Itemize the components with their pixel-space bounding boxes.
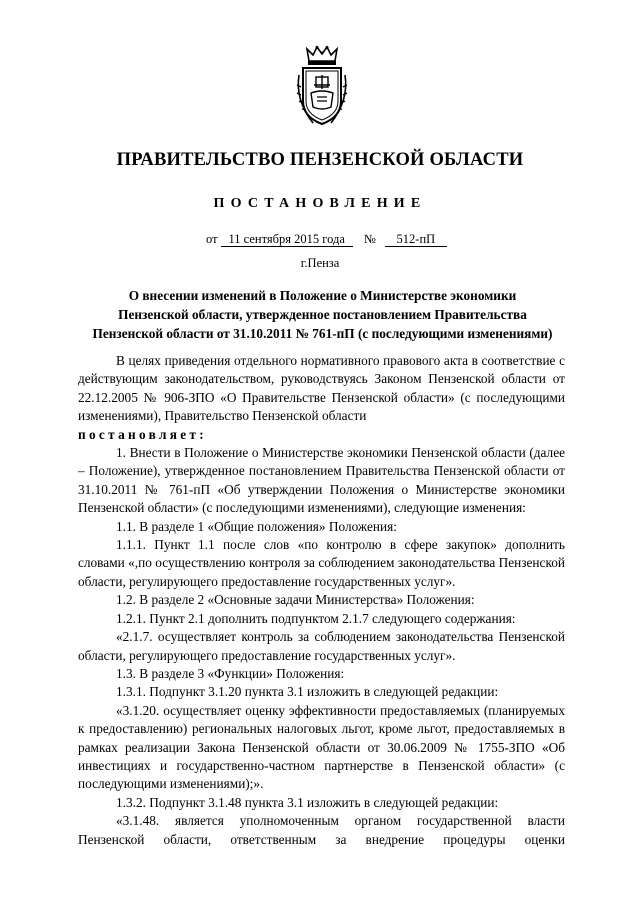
- paragraph: 1. Внести в Положение о Министерстве экономики Пензенской области (далее – Положение), утвержденное постановлением Правительства Пензенской области от 31.10.2011 № 761-пП «Об утверждении Положения о Министерстве экономики Пензенской области» (с последующими изменениями), следующие изменения:: [78, 445, 565, 516]
- document-date: 11 сентября 2015 года: [221, 232, 353, 247]
- paragraph: 1.1.1. Пункт 1.1 после слов «по контролю в сфере закупок» дополнить словами «,по осуществлению контроля за соблюдением законодательства Пензенской области, регулирующего предоставление государственных услуг».: [78, 537, 565, 589]
- title-line: Пензенской области от 31.10.2011 № 761-пП (с последующими изменениями): [92, 326, 553, 341]
- paragraph: 1.2. В разделе 2 «Основные задачи Министерства» Положения:: [116, 592, 475, 608]
- paragraph: 1.3.2. Подпункт 3.1.48 пункта 3.1 изложить в следующей редакции:: [116, 794, 499, 810]
- paragraph: 1.3. В разделе 3 «Функции» Положения:: [116, 665, 345, 681]
- paragraph: «2.1.7. осуществляет контроль за соблюдением законодательства Пензенской области, регулирующего предоставление государственных услуг».: [78, 629, 565, 663]
- paragraph: «3.1.20. осуществляет оценку эффективности предоставляемых (планируемых к предоставлению) региональных налоговых льгот, кроме льгот, предоставляемых в рамках реализации Закона Пензенской области от 30.06.2009 № 1755-ЗПО «Об инвестициях и государственно-частном партнерстве в Пензенской области» (с последующими изменениями);».: [78, 702, 565, 792]
- paragraph: 1.1. В разделе 1 «Общие положения» Положения:: [116, 518, 397, 534]
- document-body: [78, 352, 565, 849]
- date-prefix: от: [206, 232, 218, 246]
- document-type: ПОСТАНОВЛЕНИЕ: [213, 196, 427, 211]
- city: г.Пенза: [300, 256, 340, 270]
- paragraph: «3.1.48. является уполномоченным органом государственной власти Пензенской области, ответственным за внедрение процедуры оценки: [78, 813, 565, 847]
- document-number: 512-пП: [385, 232, 447, 247]
- decree-word: постановляет:: [78, 426, 207, 442]
- organization-name: ПРАВИТЕЛЬСТВО ПЕНЗЕНСКОЙ ОБЛАСТИ: [116, 150, 524, 170]
- date-number-line: [206, 232, 447, 247]
- preamble-paragraph: В целях приведения отдельного нормативного правового акта в соответствие с действующим законодательством, руководствуясь Законом Пензенской области от 22.12.2005 № 906-ЗПО «О Правительстве Пензенской области» (с последующими изменениями), Правительство Пензенской области: [78, 353, 565, 424]
- paragraph: 1.3.1. Подпункт 3.1.20 пункта 3.1 изложить в следующей редакции:: [116, 684, 499, 700]
- title-line: О внесении изменений в Положение о Министерстве экономики: [128, 288, 517, 303]
- number-prefix: №: [363, 232, 376, 246]
- paragraph: 1.2.1. Пункт 2.1 дополнить подпунктом 2.1.7 следующего содержания:: [116, 610, 516, 626]
- coat-of-arms-emblem: [293, 45, 351, 127]
- title-line: Пензенской области, утвержденное постановлением Правительства: [118, 307, 527, 322]
- document-title: [80, 286, 565, 343]
